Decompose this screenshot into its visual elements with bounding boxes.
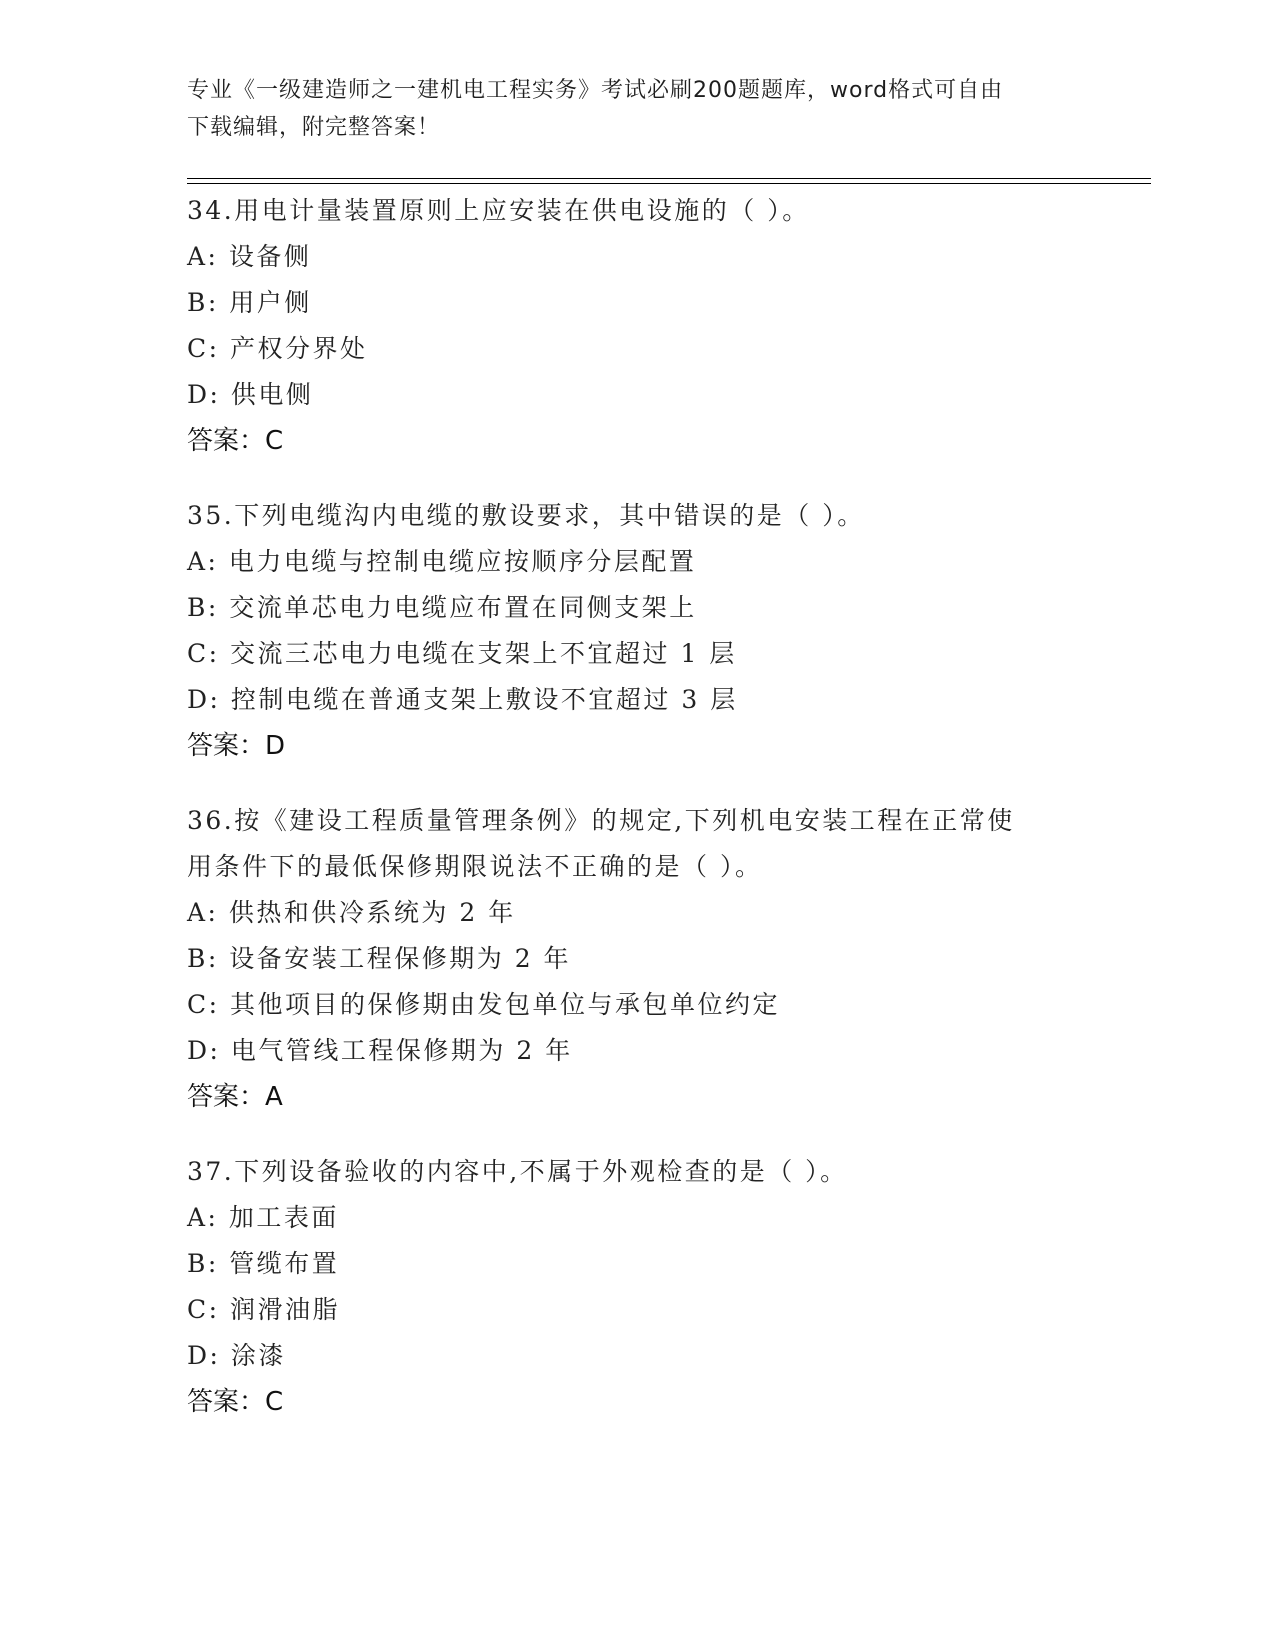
question-stem: 34.用电计量装置原则上应安装在供电设施的（ ）。 <box>187 196 810 225</box>
option-c: C: 产权分界处 <box>187 334 368 363</box>
question-37 <box>187 1149 1087 1425</box>
document-header <box>187 72 1087 146</box>
option-b: B: 设备安装工程保修期为 2 年 <box>187 944 572 973</box>
option-d: D: 控制电缆在普通支架上敷设不宜超过 3 层 <box>187 685 738 714</box>
option-b: B: 交流单芯电力电缆应布置在同侧支架上 <box>187 593 697 622</box>
question-34 <box>187 188 1087 464</box>
option-c: C: 其他项目的保修期由发包单位与承包单位约定 <box>187 990 780 1019</box>
option-c: C: 交流三芯电力电缆在支架上不宜超过 1 层 <box>187 639 737 668</box>
option-a: A: 电力电缆与控制电缆应按顺序分层配置 <box>187 547 697 576</box>
option-d: D: 涂漆 <box>187 1341 286 1370</box>
header-divider-bottom <box>187 183 1151 184</box>
question-stem-line-2: 用条件下的最低保修期限说法不正确的是（ ）。 <box>187 852 763 881</box>
question-35 <box>187 493 1087 769</box>
option-d: D: 电气管线工程保修期为 2 年 <box>187 1036 573 1065</box>
question-36 <box>187 798 1087 1120</box>
option-d: D: 供电侧 <box>187 380 314 409</box>
option-a: A: 加工表面 <box>187 1203 339 1232</box>
header-divider-top <box>187 178 1151 179</box>
option-a: A: 供热和供冷系统为 2 年 <box>187 898 516 927</box>
answer: 答案：C <box>187 1387 284 1417</box>
answer: 答案：D <box>187 731 286 761</box>
answer: 答案：A <box>187 1082 283 1112</box>
header-line-2: 下载编辑，附完整答案！ <box>187 115 441 140</box>
option-a: A: 设备侧 <box>187 242 312 271</box>
question-stem: 37.下列设备验收的内容中,不属于外观检查的是（ ）。 <box>187 1157 848 1186</box>
option-b: B: 用户侧 <box>187 288 312 317</box>
question-stem: 35.下列电缆沟内电缆的敷设要求，其中错误的是（ ）。 <box>187 501 865 530</box>
header-line-1: 专业《一级建造师之一建机电工程实务》考试必刷200题题库，word格式可自由 <box>187 78 1004 103</box>
option-c: C: 润滑油脂 <box>187 1295 340 1324</box>
question-stem-line-1: 36.按《建设工程质量管理条例》的规定,下列机电安装工程在正常使 <box>187 806 1015 835</box>
option-b: B: 管缆布置 <box>187 1249 340 1278</box>
question-list <box>187 188 1087 1454</box>
answer: 答案：C <box>187 426 284 456</box>
